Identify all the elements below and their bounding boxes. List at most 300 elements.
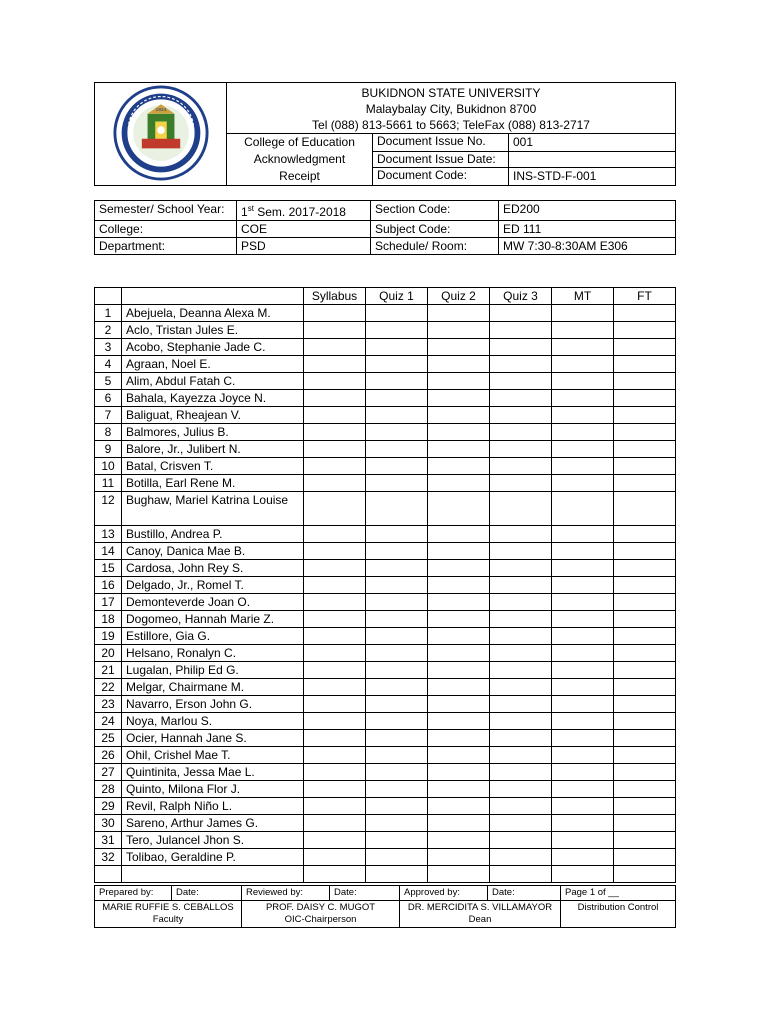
signature-cell[interactable] <box>428 543 490 560</box>
signature-cell[interactable] <box>366 373 428 390</box>
signature-cell[interactable] <box>428 373 490 390</box>
signature-cell[interactable] <box>366 339 428 356</box>
signature-cell[interactable] <box>552 781 614 798</box>
schedule-label: Schedule/ Room: <box>371 238 499 255</box>
signature-cell[interactable] <box>304 781 366 798</box>
doc-code-label: Document Code: <box>373 168 509 186</box>
signature-cell[interactable] <box>490 390 552 407</box>
signature-cell[interactable] <box>428 679 490 696</box>
signature-cell[interactable] <box>490 441 552 458</box>
signature-cell[interactable] <box>428 492 490 526</box>
signature-cell[interactable] <box>552 458 614 475</box>
student-name: Quinto, Milona Flor J. <box>122 781 304 798</box>
signature-cell[interactable] <box>552 526 614 543</box>
signature-cell[interactable] <box>428 441 490 458</box>
signature-cell[interactable] <box>490 730 552 747</box>
student-name: Agraan, Noel E. <box>122 356 304 373</box>
row-number: 25 <box>95 730 122 747</box>
signature-cell[interactable] <box>614 322 676 339</box>
signature-cell[interactable] <box>428 628 490 645</box>
student-name: Revil, Ralph Niño L. <box>122 798 304 815</box>
signature-cell[interactable] <box>552 645 614 662</box>
row-number: 26 <box>95 747 122 764</box>
table-row <box>95 390 676 407</box>
signature-cell[interactable] <box>490 322 552 339</box>
signature-cell[interactable] <box>490 458 552 475</box>
signature-cell[interactable] <box>490 492 552 526</box>
table-row <box>95 679 676 696</box>
signature-cell[interactable] <box>366 645 428 662</box>
signature-cell[interactable] <box>304 339 366 356</box>
approved-title: Dean <box>468 914 492 925</box>
signature-cell[interactable] <box>366 798 428 815</box>
signature-cell[interactable] <box>614 339 676 356</box>
signature-cell[interactable] <box>428 713 490 730</box>
signature-cell[interactable] <box>490 560 552 577</box>
signature-cell[interactable] <box>490 713 552 730</box>
signature-cell[interactable] <box>366 594 428 611</box>
table-row <box>95 526 676 543</box>
signature-cell[interactable] <box>490 832 552 849</box>
signature-cell[interactable] <box>366 526 428 543</box>
signature-cell[interactable] <box>428 832 490 849</box>
distribution-control: Distribution Control <box>561 901 676 928</box>
university-block <box>227 83 676 134</box>
signature-cell[interactable] <box>552 560 614 577</box>
signature-cell[interactable] <box>490 373 552 390</box>
table-row <box>95 577 676 594</box>
signature-cell[interactable] <box>552 730 614 747</box>
signature-cell[interactable] <box>614 781 676 798</box>
signature-cell[interactable] <box>366 390 428 407</box>
student-name: Helsano, Ronalyn C. <box>122 645 304 662</box>
signature-cell[interactable] <box>366 679 428 696</box>
signature-cell[interactable] <box>614 492 676 526</box>
table-row <box>95 849 676 866</box>
table-row <box>95 543 676 560</box>
signature-cell[interactable] <box>304 407 366 424</box>
signature-cell[interactable] <box>552 832 614 849</box>
signature-cell[interactable] <box>366 730 428 747</box>
signature-cell[interactable] <box>304 577 366 594</box>
signature-cell[interactable] <box>490 543 552 560</box>
signature-cell[interactable] <box>304 424 366 441</box>
university-address: Malaybalay City, Bukidnon 8700 <box>365 102 537 116</box>
signature-cell[interactable] <box>614 305 676 322</box>
student-name: Ocier, Hannah Jane S. <box>122 730 304 747</box>
column-header: Quiz 2 <box>428 288 490 305</box>
signature-cell[interactable] <box>490 798 552 815</box>
row-number: 19 <box>95 628 122 645</box>
signature-cell[interactable] <box>490 747 552 764</box>
table-row <box>95 645 676 662</box>
student-name: Balore, Jr., Julibert N. <box>122 441 304 458</box>
row-number: 3 <box>95 339 122 356</box>
signature-cell[interactable] <box>428 781 490 798</box>
row-number: 7 <box>95 407 122 424</box>
empty-cell[interactable] <box>122 866 304 883</box>
signature-cell[interactable] <box>614 662 676 679</box>
signature-cell[interactable] <box>552 764 614 781</box>
row-number: 4 <box>95 356 122 373</box>
signature-cell[interactable] <box>614 815 676 832</box>
signature-cell[interactable] <box>614 356 676 373</box>
empty-cell[interactable] <box>614 866 676 883</box>
signature-cell[interactable] <box>366 322 428 339</box>
signature-cell[interactable] <box>428 390 490 407</box>
signature-cell[interactable] <box>304 356 366 373</box>
signature-cell[interactable] <box>428 696 490 713</box>
signature-cell[interactable] <box>304 849 366 866</box>
signature-cell[interactable] <box>304 696 366 713</box>
signature-cell[interactable] <box>614 832 676 849</box>
signature-cell[interactable] <box>304 747 366 764</box>
signature-cell[interactable] <box>304 560 366 577</box>
signature-cell[interactable] <box>552 611 614 628</box>
signature-cell[interactable] <box>428 730 490 747</box>
row-number: 30 <box>95 815 122 832</box>
signature-cell[interactable] <box>490 475 552 492</box>
signature-cell[interactable] <box>304 492 366 526</box>
signature-cell[interactable] <box>490 849 552 866</box>
reviewed-by-signatory <box>242 901 400 928</box>
empty-cell[interactable] <box>366 866 428 883</box>
signature-cell[interactable] <box>552 798 614 815</box>
signature-cell[interactable] <box>428 747 490 764</box>
table-row <box>95 713 676 730</box>
signature-cell[interactable] <box>552 577 614 594</box>
signature-cell[interactable] <box>614 441 676 458</box>
signature-cell[interactable] <box>366 560 428 577</box>
signature-cell[interactable] <box>614 611 676 628</box>
table-row <box>95 322 676 339</box>
table-row <box>95 407 676 424</box>
doc-issue-date-label: Document Issue Date: <box>373 151 509 168</box>
student-name: Lugalan, Philip Ed G. <box>122 662 304 679</box>
signature-cell[interactable] <box>614 526 676 543</box>
signature-cell[interactable] <box>490 577 552 594</box>
signature-cell[interactable] <box>490 645 552 662</box>
doc-issue-no-label: Document Issue No. <box>373 134 509 152</box>
prepared-name: MARIE RUFFIE S. CEBALLOS <box>102 902 234 913</box>
table-row <box>95 339 676 356</box>
signature-cell[interactable] <box>490 628 552 645</box>
signature-cell[interactable] <box>552 662 614 679</box>
signature-cell[interactable] <box>552 543 614 560</box>
signature-cell[interactable] <box>304 798 366 815</box>
signature-cell[interactable] <box>428 798 490 815</box>
table-row <box>95 458 676 475</box>
signature-cell[interactable] <box>366 628 428 645</box>
signature-cell[interactable] <box>428 662 490 679</box>
signature-cell[interactable] <box>304 730 366 747</box>
signature-cell[interactable] <box>428 356 490 373</box>
student-name: Alim, Abdul Fatah C. <box>122 373 304 390</box>
signature-cell[interactable] <box>552 475 614 492</box>
signature-cell[interactable] <box>428 526 490 543</box>
signature-cell[interactable] <box>614 475 676 492</box>
approved-by-signatory <box>400 901 561 928</box>
signature-cell[interactable] <box>614 696 676 713</box>
column-header: Quiz 3 <box>490 288 552 305</box>
signature-cell[interactable] <box>490 611 552 628</box>
signature-cell[interactable] <box>366 577 428 594</box>
signature-cell[interactable] <box>304 679 366 696</box>
signature-cell[interactable] <box>614 747 676 764</box>
empty-cell[interactable] <box>552 866 614 883</box>
college-value: COE <box>237 221 371 238</box>
row-number: 9 <box>95 441 122 458</box>
signature-cell[interactable] <box>366 662 428 679</box>
student-name: Navarro, Erson John G. <box>122 696 304 713</box>
signature-cell[interactable] <box>614 849 676 866</box>
signature-cell[interactable] <box>552 815 614 832</box>
row-number: 12 <box>95 492 122 526</box>
row-number: 5 <box>95 373 122 390</box>
row-number: 28 <box>95 781 122 798</box>
signature-cell[interactable] <box>304 373 366 390</box>
signature-cell[interactable] <box>366 424 428 441</box>
schedule-value: MW 7:30-8:30AM E306 <box>499 238 676 255</box>
signature-cell[interactable] <box>428 458 490 475</box>
signature-cell[interactable] <box>614 458 676 475</box>
signature-cell[interactable] <box>366 781 428 798</box>
signature-cell[interactable] <box>304 458 366 475</box>
signature-cell[interactable] <box>366 441 428 458</box>
section-label: Section Code: <box>371 201 499 221</box>
row-number: 20 <box>95 645 122 662</box>
signature-cell[interactable] <box>614 679 676 696</box>
semester-sup: st <box>247 204 254 213</box>
signature-cell[interactable] <box>366 696 428 713</box>
signature-cell[interactable] <box>304 543 366 560</box>
signature-cell[interactable] <box>304 594 366 611</box>
row-number: 18 <box>95 611 122 628</box>
document-header <box>94 82 676 186</box>
row-number: 21 <box>95 662 122 679</box>
row-number: 11 <box>95 475 122 492</box>
empty-cell[interactable] <box>304 866 366 883</box>
signature-cell[interactable] <box>366 713 428 730</box>
logo-year: 1924 <box>155 107 166 113</box>
signature-cell[interactable] <box>428 305 490 322</box>
signature-cell[interactable] <box>490 696 552 713</box>
form-title: Acknowledgment Receipt <box>253 152 346 183</box>
signature-cell[interactable] <box>428 645 490 662</box>
signature-cell[interactable] <box>552 849 614 866</box>
student-name: Estillore, Gia G. <box>122 628 304 645</box>
signature-cell[interactable] <box>428 815 490 832</box>
signature-cell[interactable] <box>490 679 552 696</box>
student-name: Abejuela, Deanna Alexa M. <box>122 305 304 322</box>
signature-cell[interactable] <box>552 424 614 441</box>
signature-cell[interactable] <box>614 373 676 390</box>
signature-cell[interactable] <box>304 322 366 339</box>
signature-cell[interactable] <box>614 730 676 747</box>
signature-cell[interactable] <box>304 815 366 832</box>
signature-cell[interactable] <box>366 407 428 424</box>
student-name: Bughaw, Mariel Katrina Louise <box>122 492 304 526</box>
signature-footer <box>94 885 676 928</box>
row-number: 15 <box>95 560 122 577</box>
row-number: 1 <box>95 305 122 322</box>
prepared-date-label: Date: <box>172 886 242 901</box>
student-name: Tero, Julancel Jhon S. <box>122 832 304 849</box>
signature-cell[interactable] <box>304 628 366 645</box>
signature-cell[interactable] <box>366 305 428 322</box>
signature-cell[interactable] <box>614 577 676 594</box>
signature-cell[interactable] <box>304 832 366 849</box>
signature-cell[interactable] <box>552 339 614 356</box>
signature-cell[interactable] <box>304 390 366 407</box>
subject-label: Subject Code: <box>371 221 499 238</box>
signature-cell[interactable] <box>428 611 490 628</box>
signature-cell[interactable] <box>490 662 552 679</box>
signature-cell[interactable] <box>614 713 676 730</box>
signature-cell[interactable] <box>304 611 366 628</box>
signature-cell[interactable] <box>490 356 552 373</box>
signature-cell[interactable] <box>304 475 366 492</box>
signature-cell[interactable] <box>552 390 614 407</box>
signature-cell[interactable] <box>614 390 676 407</box>
signature-cell[interactable] <box>614 798 676 815</box>
signature-cell[interactable] <box>614 407 676 424</box>
table-row <box>95 815 676 832</box>
empty-cell[interactable] <box>95 866 122 883</box>
signature-cell[interactable] <box>552 713 614 730</box>
student-roster-table <box>94 287 676 883</box>
row-number: 13 <box>95 526 122 543</box>
signature-cell[interactable] <box>490 781 552 798</box>
signature-cell[interactable] <box>428 577 490 594</box>
signature-cell[interactable] <box>428 594 490 611</box>
signature-cell[interactable] <box>366 815 428 832</box>
signature-cell[interactable] <box>490 764 552 781</box>
signature-cell[interactable] <box>490 339 552 356</box>
signature-cell[interactable] <box>366 832 428 849</box>
department-value: PSD <box>237 238 371 255</box>
signature-cell[interactable] <box>552 492 614 526</box>
signature-cell[interactable] <box>366 492 428 526</box>
row-number: 8 <box>95 424 122 441</box>
signature-cell[interactable] <box>552 305 614 322</box>
signature-cell[interactable] <box>366 475 428 492</box>
signature-cell[interactable] <box>614 764 676 781</box>
signature-cell[interactable] <box>304 645 366 662</box>
student-name: Bustillo, Andrea P. <box>122 526 304 543</box>
university-seal-icon <box>113 85 209 181</box>
signature-cell[interactable] <box>614 628 676 645</box>
table-row <box>95 373 676 390</box>
signature-cell[interactable] <box>490 526 552 543</box>
signature-cell[interactable] <box>428 560 490 577</box>
student-name: Tolibao, Geraldine P. <box>122 849 304 866</box>
signature-cell[interactable] <box>490 424 552 441</box>
signature-cell[interactable] <box>428 475 490 492</box>
table-row <box>95 594 676 611</box>
table-row <box>95 696 676 713</box>
signature-cell[interactable] <box>490 815 552 832</box>
signature-cell[interactable] <box>366 849 428 866</box>
signature-cell[interactable] <box>614 424 676 441</box>
signature-cell[interactable] <box>552 407 614 424</box>
reviewed-title: OIC-Chairperson <box>284 914 357 925</box>
signature-cell[interactable] <box>552 373 614 390</box>
section-value: ED200 <box>499 201 676 221</box>
signature-cell[interactable] <box>552 628 614 645</box>
signature-cell[interactable] <box>366 356 428 373</box>
table-row <box>95 611 676 628</box>
reviewed-name: PROF. DAISY C. MUGOT <box>265 902 376 913</box>
empty-cell[interactable] <box>428 866 490 883</box>
signature-cell[interactable] <box>614 543 676 560</box>
signature-cell[interactable] <box>552 696 614 713</box>
signature-cell[interactable] <box>366 458 428 475</box>
signature-cell[interactable] <box>552 441 614 458</box>
signature-cell[interactable] <box>428 849 490 866</box>
column-header: Syllabus <box>304 288 366 305</box>
signature-cell[interactable] <box>614 560 676 577</box>
signature-cell[interactable] <box>552 356 614 373</box>
signature-cell[interactable] <box>614 594 676 611</box>
signature-cell[interactable] <box>428 764 490 781</box>
row-number: 27 <box>95 764 122 781</box>
approved-name: DR. MERCIDITA S. VILLAMAYOR <box>407 902 553 913</box>
name-header <box>122 288 304 305</box>
table-row <box>95 832 676 849</box>
student-name: Demonteverde Joan O. <box>122 594 304 611</box>
signature-cell[interactable] <box>366 747 428 764</box>
signature-cell[interactable] <box>428 339 490 356</box>
row-number: 6 <box>95 390 122 407</box>
signature-cell[interactable] <box>304 441 366 458</box>
signature-cell[interactable] <box>490 407 552 424</box>
signature-cell[interactable] <box>366 764 428 781</box>
signature-cell[interactable] <box>304 764 366 781</box>
signature-cell[interactable] <box>428 424 490 441</box>
reviewed-date-label: Date: <box>330 886 400 901</box>
student-name: Quintinita, Jessa Mae L. <box>122 764 304 781</box>
row-number: 2 <box>95 322 122 339</box>
signature-cell[interactable] <box>552 594 614 611</box>
college-name: College of Education <box>244 135 355 149</box>
signature-cell[interactable] <box>304 305 366 322</box>
signature-cell[interactable] <box>490 594 552 611</box>
prepared-by-signatory <box>95 901 242 928</box>
prepared-title: Faculty <box>152 914 184 925</box>
signature-cell[interactable] <box>304 713 366 730</box>
signature-cell[interactable] <box>428 407 490 424</box>
signature-cell[interactable] <box>304 526 366 543</box>
signature-cell[interactable] <box>614 645 676 662</box>
signature-cell[interactable] <box>490 305 552 322</box>
row-number: 14 <box>95 543 122 560</box>
table-row <box>95 305 676 322</box>
row-number: 32 <box>95 849 122 866</box>
empty-cell[interactable] <box>490 866 552 883</box>
signature-cell[interactable] <box>552 322 614 339</box>
signature-cell[interactable] <box>552 747 614 764</box>
signature-cell[interactable] <box>366 543 428 560</box>
signature-cell[interactable] <box>366 611 428 628</box>
row-number: 10 <box>95 458 122 475</box>
signature-cell[interactable] <box>552 679 614 696</box>
signature-cell[interactable] <box>304 662 366 679</box>
row-number: 31 <box>95 832 122 849</box>
student-name: Baliguat, Rheajean V. <box>122 407 304 424</box>
semester-label: Semester/ School Year: <box>95 201 237 221</box>
signature-cell[interactable] <box>428 322 490 339</box>
